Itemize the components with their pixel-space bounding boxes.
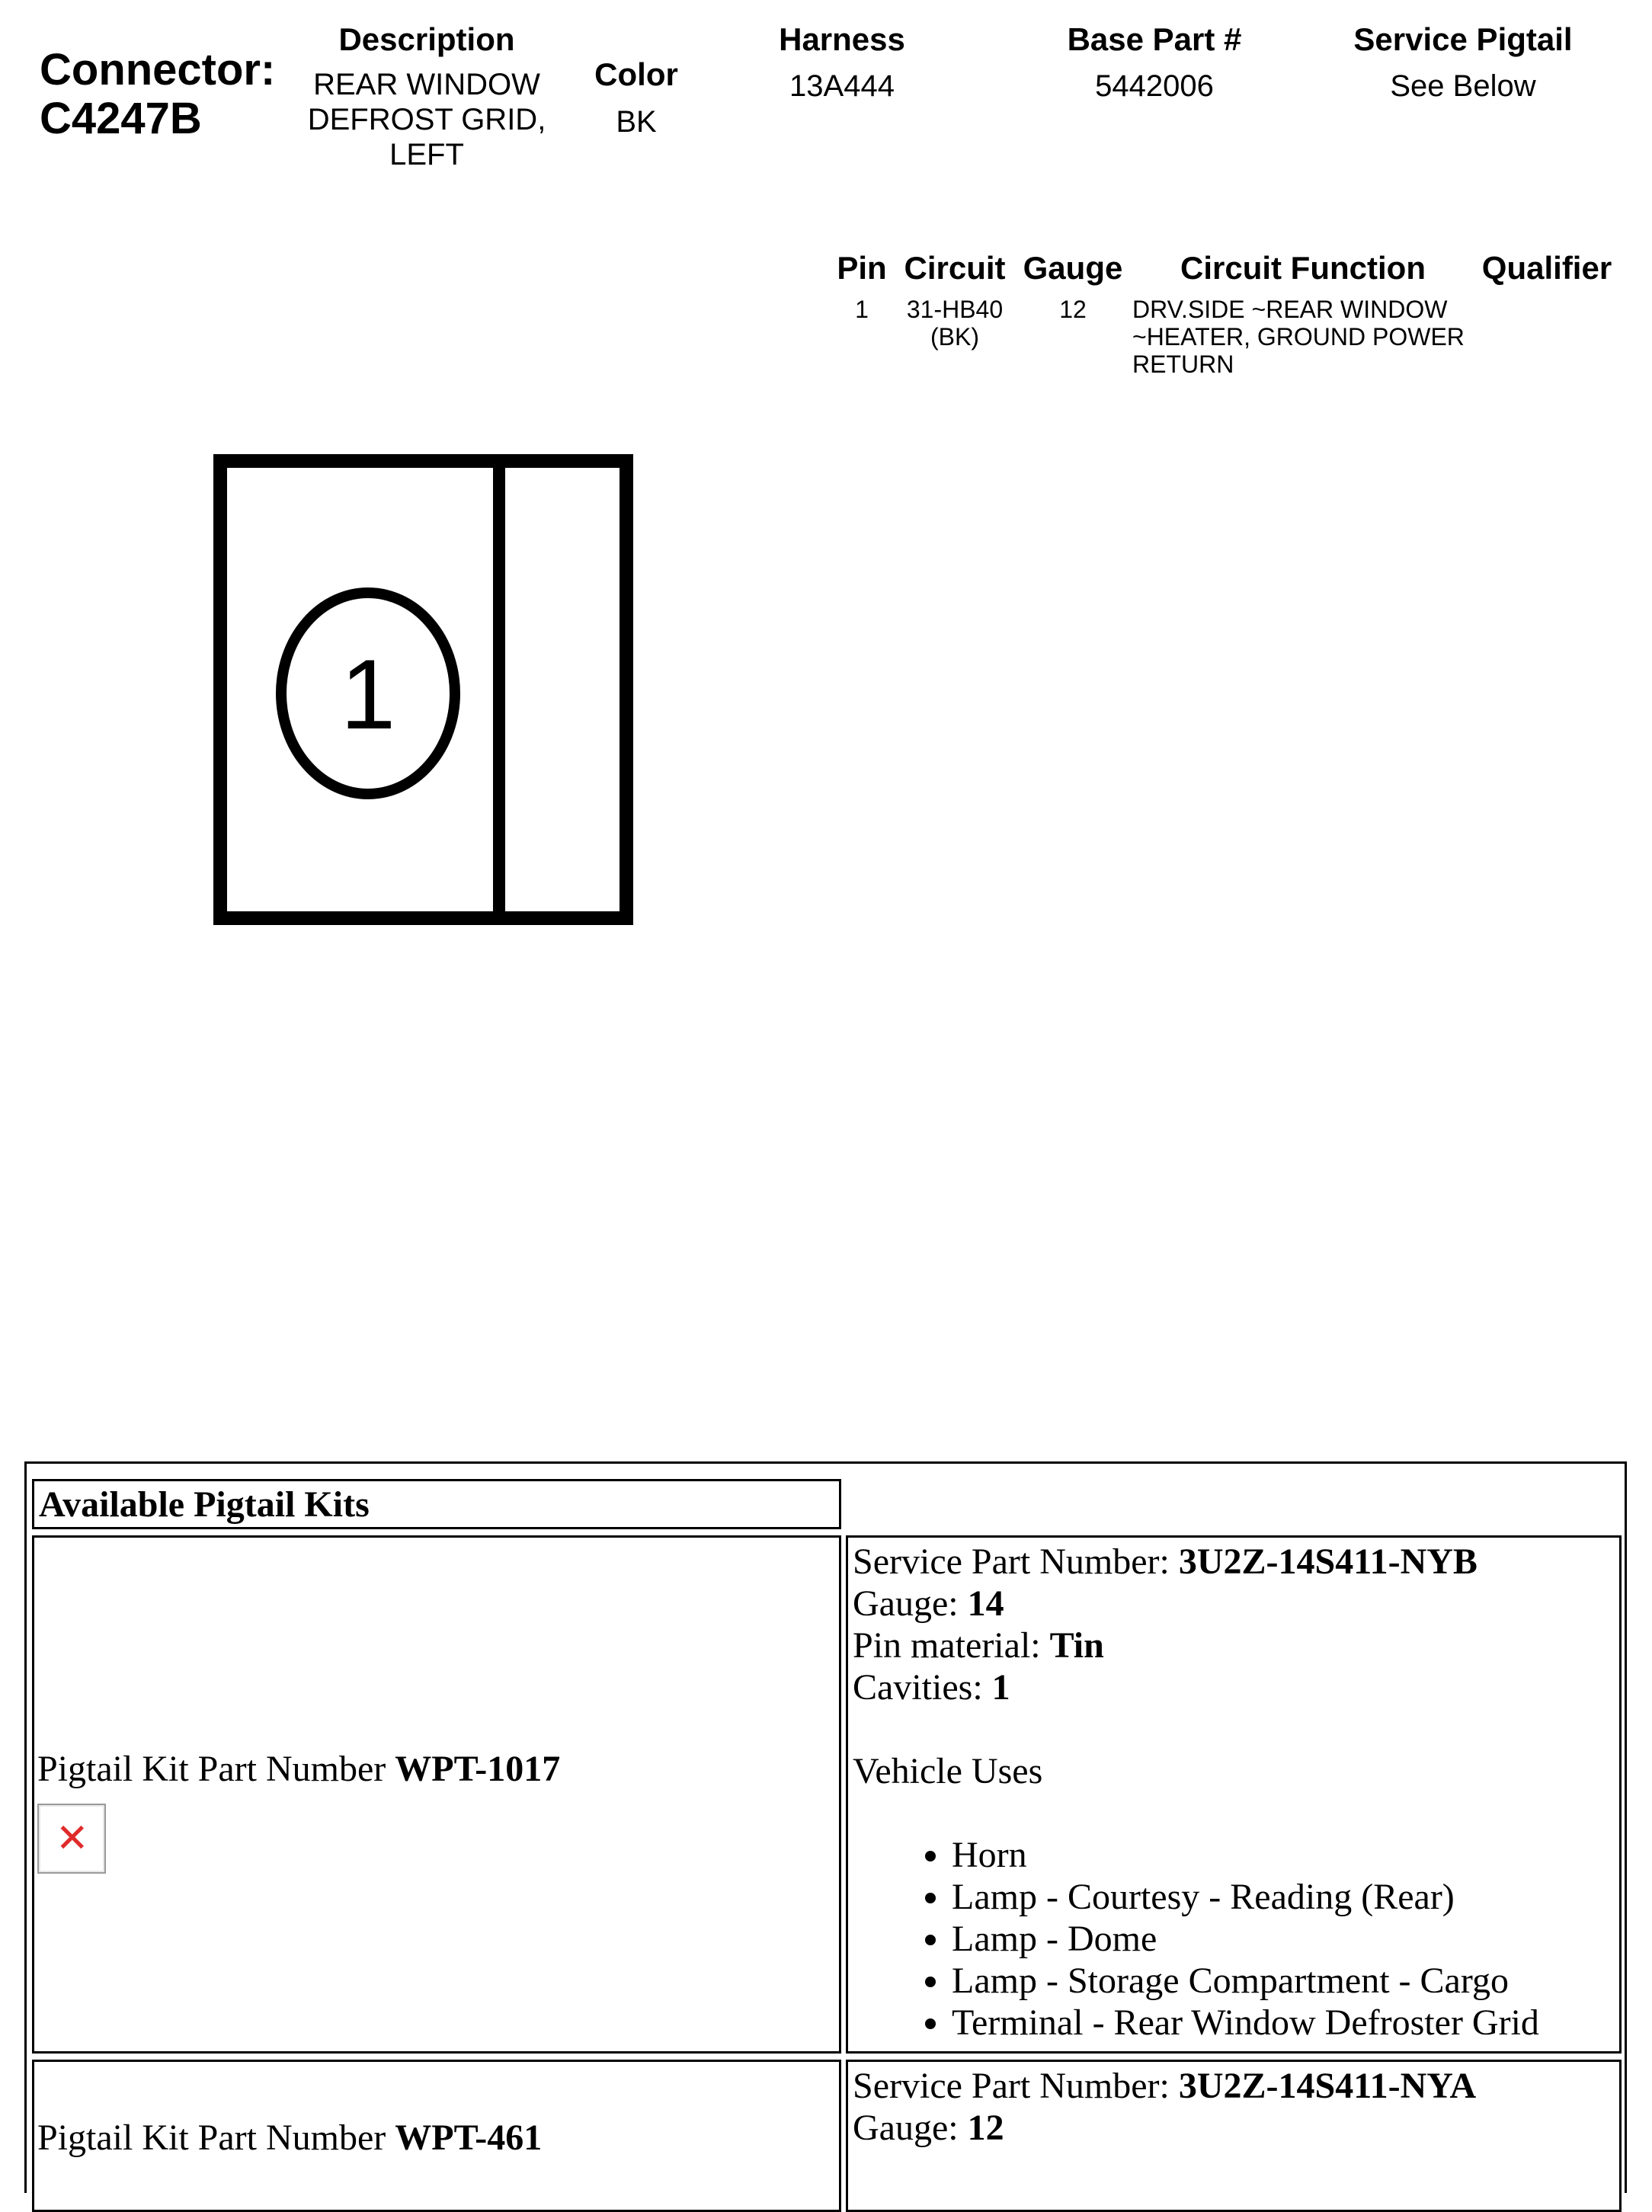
pigtail-kits-table xyxy=(24,1461,1627,2193)
circuit-line: 31-HB40 xyxy=(906,296,1004,323)
color-value: BK xyxy=(616,105,657,139)
pin-material-label: Pin material: xyxy=(853,1625,1050,1666)
connector-label: Connector: xyxy=(40,45,276,94)
pin-cavity-label: 1 xyxy=(340,639,396,750)
kit-details xyxy=(853,2065,1615,2149)
gauge-cell: 12 xyxy=(1059,296,1087,323)
gauge-label: Gauge: xyxy=(853,1583,968,1624)
gauge-value: 14 xyxy=(967,1583,1004,1624)
vehicle-use-item: • Horn xyxy=(952,1834,1615,1876)
circuit-cell xyxy=(890,296,1020,351)
gauge-line xyxy=(853,2107,1615,2149)
circuit-function-header: Circuit Function xyxy=(1180,250,1426,286)
description-line: DEFROST GRID, xyxy=(307,103,546,136)
pigtail-title-cell xyxy=(32,1479,841,1529)
circuit-line: (BK) xyxy=(930,323,979,351)
description-line: REAR WINDOW xyxy=(313,68,540,101)
vehicle-use-item: • Lamp - Storage Compartment - Cargo xyxy=(952,1960,1615,2002)
vehicle-uses-label: Vehicle Uses xyxy=(853,1751,1043,1791)
service-part-value: 3U2Z-14S411-NYA xyxy=(1178,2066,1477,2106)
connector-face-diagram xyxy=(213,450,640,937)
connector-id: C4247B xyxy=(40,94,202,143)
broken-image-icon: ✕ xyxy=(37,1804,106,1874)
service-part-label: Service Part Number: xyxy=(853,2066,1179,2106)
pin-header: Pin xyxy=(837,250,887,286)
kit-detail-cell xyxy=(846,2060,1622,2212)
vehicle-use-item: • Lamp - Courtesy - Reading (Rear) xyxy=(952,1876,1615,1918)
harness-value: 13A444 xyxy=(789,69,895,103)
base-part-label: Base Part # xyxy=(1067,21,1242,57)
kit-details xyxy=(853,1541,1615,2044)
gauge-value: 12 xyxy=(967,2108,1004,2148)
kit-number: WPT-461 xyxy=(395,2118,543,2158)
service-part-value: 3U2Z-14S411-NYB xyxy=(1178,1541,1478,1582)
kit-detail-cell xyxy=(846,1535,1622,2054)
pin-material-line xyxy=(853,1625,1615,1666)
gauge-label: Gauge: xyxy=(853,2108,968,2148)
gauge-line xyxy=(853,1583,1615,1625)
pin-number-cell: 1 xyxy=(855,296,869,323)
service-part-line xyxy=(853,1541,1615,1583)
vehicle-use-item: • Terminal - Rear Window Defroster Grid xyxy=(952,2002,1615,2044)
base-part-value: 5442006 xyxy=(1095,69,1214,103)
harness-label: Harness xyxy=(779,21,905,57)
description-line: LEFT xyxy=(389,138,464,171)
service-pigtail-label: Service Pigtail xyxy=(1353,21,1573,57)
circuit-header: Circuit xyxy=(904,250,1006,286)
color-label: Color xyxy=(594,56,678,92)
pin-material-value: Tin xyxy=(1049,1625,1104,1666)
circuit-function-cell xyxy=(1132,296,1483,378)
function-line: RETURN xyxy=(1132,351,1234,378)
service-part-line xyxy=(853,2065,1615,2107)
service-part-label: Service Part Number: xyxy=(853,1541,1179,1582)
kit-left-cell xyxy=(32,2060,841,2212)
function-line: ~HEATER, GROUND POWER xyxy=(1132,323,1465,351)
function-line: DRV.SIDE ~REAR WINDOW xyxy=(1132,296,1448,323)
kit-part-number xyxy=(37,2117,542,2159)
description-value xyxy=(282,67,571,172)
kit-prefix: Pigtail Kit Part Number xyxy=(37,2118,395,2158)
service-pigtail-value: See Below xyxy=(1390,69,1536,103)
gauge-header: Gauge xyxy=(1023,250,1123,286)
pigtail-title: Available Pigtail Kits xyxy=(39,1484,370,1525)
vehicle-uses-list xyxy=(853,1834,1615,2044)
kit-number: WPT-1017 xyxy=(395,1749,561,1789)
cavities-line xyxy=(853,1666,1615,1708)
vehicle-use-item: • Lamp - Dome xyxy=(952,1918,1615,1960)
cavities-label: Cavities: xyxy=(853,1667,992,1708)
description-label: Description xyxy=(338,21,515,57)
cavities-value: 1 xyxy=(991,1667,1010,1708)
kit-left-cell xyxy=(32,1535,841,2054)
kit-part-number xyxy=(37,1748,560,1790)
qualifier-header: Qualifier xyxy=(1481,250,1612,286)
kit-prefix: Pigtail Kit Part Number xyxy=(37,1749,395,1789)
